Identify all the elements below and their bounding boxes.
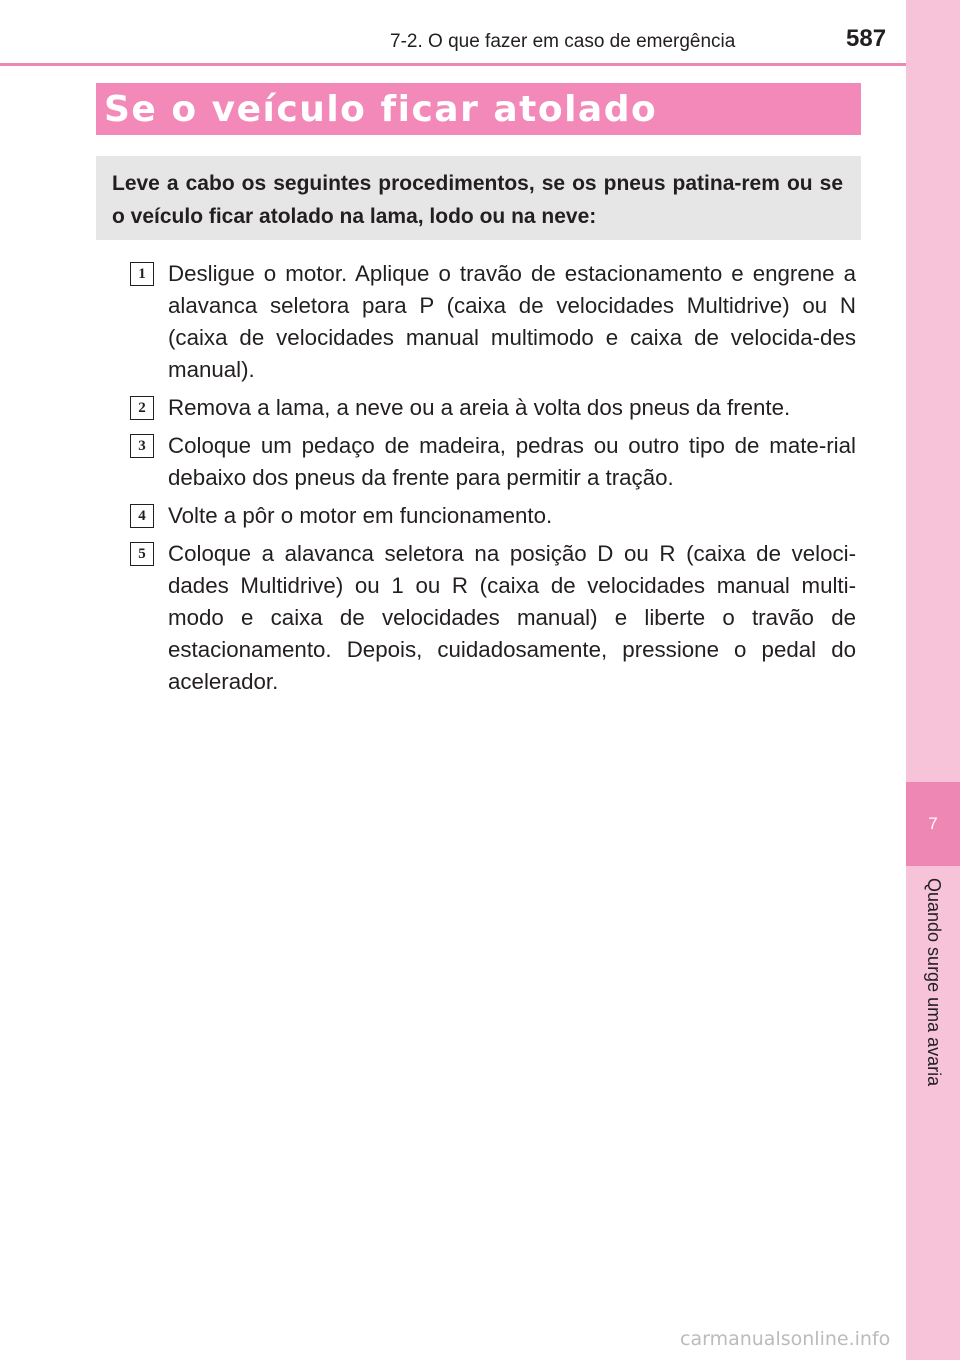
chapter-tab — [906, 782, 960, 866]
step-item — [128, 500, 856, 532]
step-number-badge: 2 — [130, 396, 154, 420]
intro-text: Leve a cabo os seguintes procedimentos, se os pneus patina-rem ou se o veículo ficar atolado na lama, lodo ou na neve: — [112, 172, 843, 228]
step-text: Coloque a alavanca seletora na posição D ou R (caixa de veloci-dades Multidrive) ou 1 ou R (caixa de velocidades manual multi-modo e caixa de velocidades manual) e liberte o travão de estacionamento. Depois, cuidadosamente, pressione o pedal do acelerador. — [168, 541, 856, 694]
intro-box — [96, 156, 861, 240]
header-divider — [0, 63, 906, 66]
title-bar — [96, 83, 861, 135]
step-item — [128, 538, 856, 698]
step-number-badge: 5 — [130, 542, 154, 566]
side-chapter-strip — [906, 0, 960, 1360]
section-reference: 7-2. O que fazer em caso de emergência — [390, 31, 736, 52]
page-number: 587 — [846, 25, 887, 52]
page-title: Se o veículo ficar atolado — [104, 88, 658, 130]
step-number-badge: 3 — [130, 434, 154, 458]
step-item — [128, 430, 856, 494]
step-text: Remova a lama, a neve ou a areia à volta dos pneus da frente. — [168, 395, 791, 420]
step-number-badge: 4 — [130, 504, 154, 528]
chapter-number: 7 — [928, 814, 938, 833]
watermark-text: carmanualsonline.info — [680, 1328, 891, 1350]
steps-list — [128, 258, 856, 704]
chapter-label: Quando surge uma avaria — [924, 878, 944, 1087]
step-text: Volte a pôr o motor em funcionamento. — [168, 503, 553, 528]
step-item — [128, 392, 856, 424]
step-item — [128, 258, 856, 386]
step-text: Coloque um pedaço de madeira, pedras ou outro tipo de mate-rial debaixo dos pneus da frente para permitir a tração. — [168, 433, 856, 490]
step-number-badge: 1 — [130, 262, 154, 286]
step-text: Desligue o motor. Aplique o travão de estacionamento e engrene a alavanca seletora para P (caixa de velocidades Multidrive) ou N (caixa de velocidades manual multimodo e caixa de velocida-des manual). — [168, 261, 856, 382]
